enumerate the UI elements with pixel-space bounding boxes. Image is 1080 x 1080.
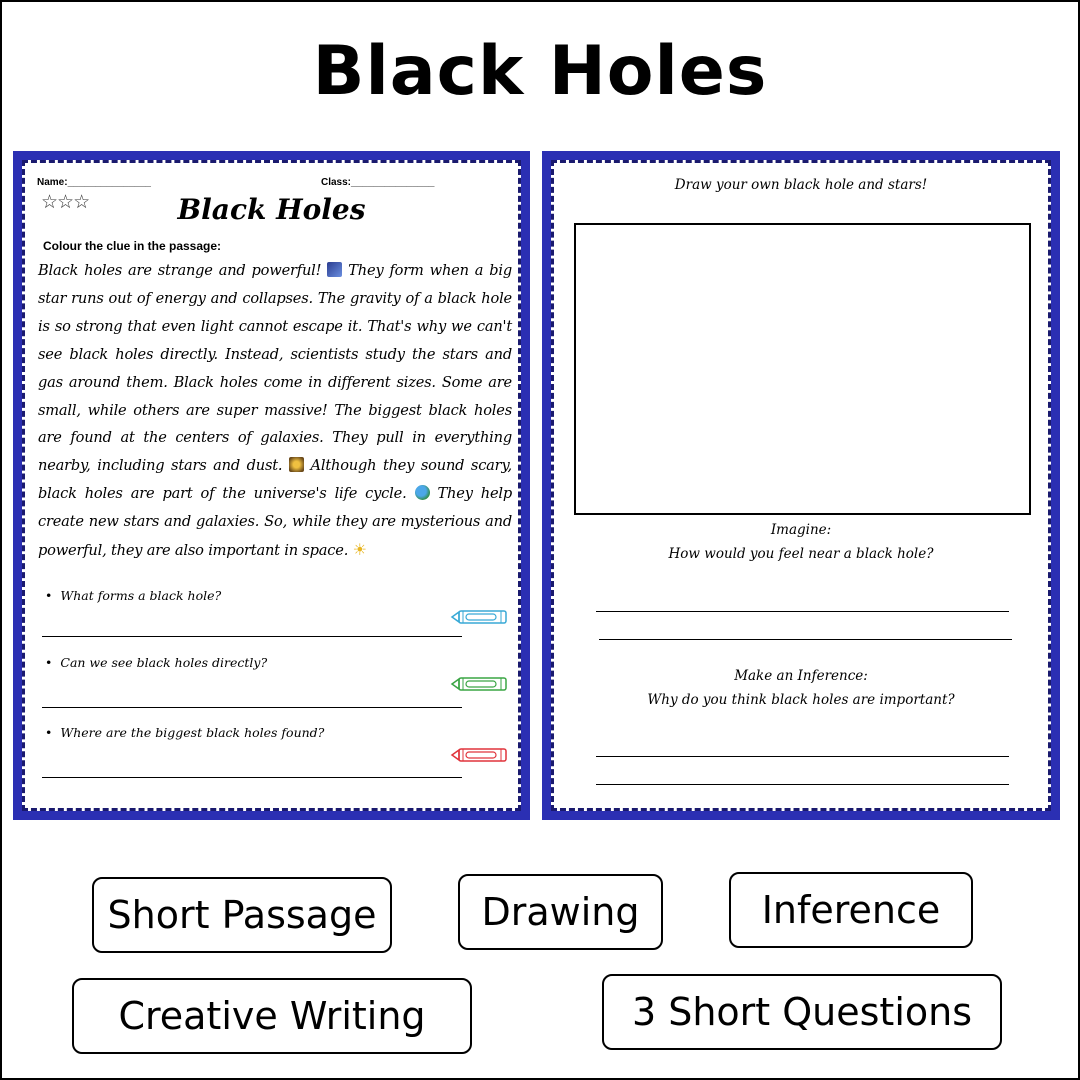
tag-drawing: Drawing bbox=[458, 874, 663, 950]
crayon-icon bbox=[450, 609, 510, 625]
worksheet-title: Black Holes bbox=[177, 193, 366, 226]
comet-icon bbox=[289, 457, 304, 472]
worksheet-preview bbox=[13, 151, 530, 820]
tag-creative-writing: Creative Writing bbox=[72, 978, 472, 1054]
question-2 bbox=[45, 655, 267, 670]
draw-prompt: Draw your own black hole and stars! bbox=[674, 177, 928, 193]
passage-text: They form when a big star runs out of energy and collapses. The gravity of a black hole is so strong that even light cannot escape it. That's why we can't see black holes directly. Instead, scientists study the stars and gas around them. Black holes come in different sizes. Some are small, while others are super massive! The biggest black holes are found at the centers of galaxies. They pull in everything nearby, including stars and dust. bbox=[38, 262, 512, 475]
question-text: What forms a black hole? bbox=[60, 588, 222, 603]
tag-3-short-questions: 3 Short Questions bbox=[602, 974, 1002, 1050]
reading-passage bbox=[38, 257, 512, 565]
bullet: • bbox=[45, 588, 53, 603]
crayon-icon bbox=[450, 747, 510, 763]
passage-text: They help create new stars and galaxies. So, while they are mysterious and powerful, they are also important in space. bbox=[38, 485, 512, 560]
tag-short-passage: Short Passage bbox=[92, 877, 392, 953]
imagine-question: How would you feel near a black hole? bbox=[668, 546, 934, 562]
worksheet-page bbox=[22, 160, 521, 811]
page-title: Black Holes bbox=[312, 32, 768, 111]
answer-line bbox=[42, 636, 462, 637]
question-3 bbox=[45, 725, 324, 740]
question-1 bbox=[45, 588, 221, 603]
earth-globe-icon bbox=[415, 485, 430, 500]
drawing-box bbox=[574, 223, 1031, 515]
inference-question: Why do you think black holes are important? bbox=[647, 692, 955, 708]
question-text: Can we see black holes directly? bbox=[60, 655, 268, 670]
sun-icon: ☀ bbox=[352, 540, 367, 560]
answer-line bbox=[596, 784, 1009, 785]
class-field-label: Class:_______________ bbox=[321, 177, 435, 188]
answer-line bbox=[596, 611, 1009, 612]
name-field-label: Name:_______________ bbox=[37, 177, 151, 188]
drawing-page bbox=[551, 160, 1051, 811]
rating-stars-icon: ☆☆☆ bbox=[41, 192, 90, 213]
bullet: • bbox=[45, 725, 53, 740]
passage-text: Although they sound scary, black holes are part of the universe's life cycle. bbox=[38, 457, 512, 503]
inference-label: Make an Inference: bbox=[734, 668, 868, 684]
drawing-sheet-preview bbox=[542, 151, 1060, 820]
instruction-text: Colour the clue in the passage: bbox=[43, 239, 222, 253]
answer-line bbox=[42, 777, 462, 778]
imagine-label: Imagine: bbox=[770, 522, 832, 538]
crayon-icon bbox=[450, 676, 510, 692]
question-text: Where are the biggest black holes found? bbox=[60, 725, 325, 740]
night-sky-icon bbox=[327, 262, 342, 277]
tag-inference: Inference bbox=[729, 872, 973, 948]
bullet: • bbox=[45, 655, 53, 670]
answer-line bbox=[42, 707, 462, 708]
answer-line bbox=[599, 639, 1012, 640]
answer-line bbox=[596, 756, 1009, 757]
passage-text: Black holes are strange and powerful! bbox=[38, 262, 328, 279]
